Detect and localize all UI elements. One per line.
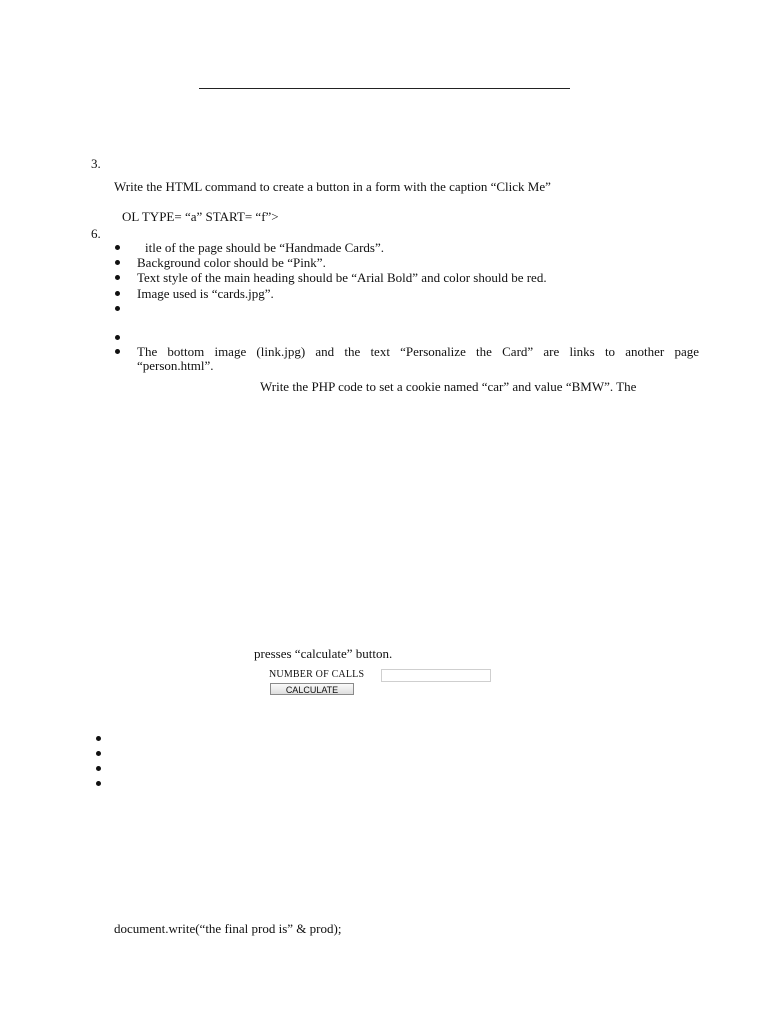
question-3-number: 3. — [91, 156, 101, 171]
bullet-dot — [115, 275, 120, 280]
bullet-dot — [96, 736, 101, 741]
bullet-text: itle of the page should be “Handmade Cards”. — [145, 240, 384, 255]
bullet-text-justified: The bottom image (link.jpg) and the text “Personalize the Card” are links to another page — [137, 344, 699, 359]
bullet-dot — [115, 306, 120, 311]
number-of-calls-input[interactable] — [381, 669, 491, 682]
bullet-text: Background color should be “Pink”. — [137, 255, 326, 270]
bullet-dot — [115, 349, 120, 354]
top-rule — [199, 88, 570, 89]
bullet-dot — [115, 245, 120, 250]
document-write-code: document.write(“the final prod is” & prod); — [114, 921, 342, 936]
php-question-line: Write the PHP code to set a cookie named “car” and value “BMW”. The — [260, 379, 637, 394]
question-3-code: OL TYPE= “a” START= “f”> — [122, 209, 279, 224]
bullet-dot — [96, 781, 101, 786]
bullet-dot — [96, 766, 101, 771]
calc-instruction: presses “calculate” button. — [254, 646, 393, 661]
bullet-dot — [115, 335, 120, 340]
bullet-dot — [96, 751, 101, 756]
number-of-calls-label: NUMBER OF CALLS — [269, 669, 365, 680]
bullet-continuation: “person.html”. — [137, 358, 214, 373]
bullet-dot — [115, 291, 120, 296]
question-3-prompt: Write the HTML command to create a button in a form with the caption “Click Me” — [114, 179, 551, 194]
bullet-text: Text style of the main heading should be “Arial Bold” and color should be red. — [137, 270, 547, 285]
calculate-button[interactable]: CALCULATE — [270, 683, 354, 695]
bullet-text: Image used is “cards.jpg”. — [137, 286, 274, 301]
question-6-number: 6. — [91, 226, 101, 241]
bullet-dot — [115, 260, 120, 265]
